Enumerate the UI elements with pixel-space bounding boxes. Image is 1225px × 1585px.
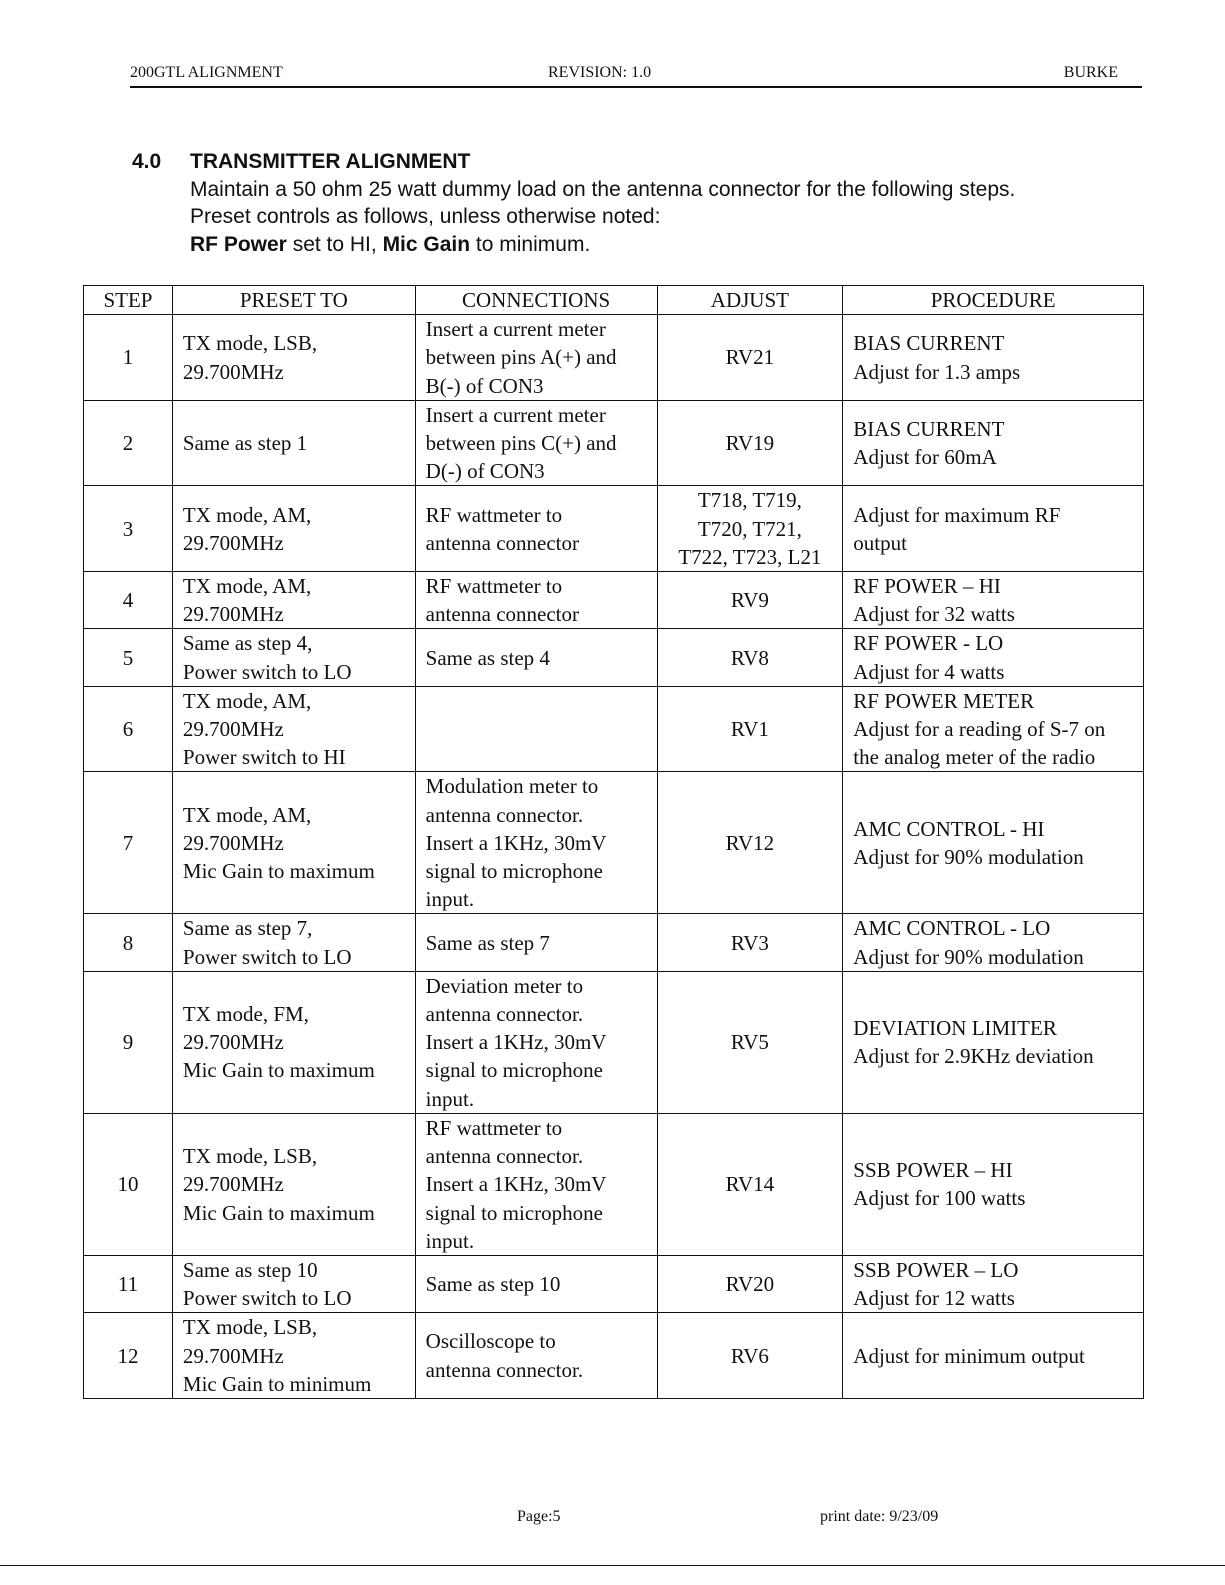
adjust-cell: RV21 <box>657 315 843 401</box>
adjust-cell: RV20 <box>657 1255 843 1312</box>
preset-cell: TX mode, AM, 29.700MHz Mic Gain to maximum <box>172 772 415 914</box>
header-doc-title: 200GTL ALIGNMENT <box>130 64 283 81</box>
adjust-cell: RV12 <box>657 772 843 914</box>
footer-print-date: print date: 9/23/09 <box>820 1508 939 1525</box>
connections-cell: Same as step 10 <box>415 1255 657 1312</box>
connections-cell: Same as step 4 <box>415 629 657 686</box>
procedure-cell: RF POWER - LO Adjust for 4 watts <box>843 629 1144 686</box>
header-procedure: PROCEDURE <box>843 286 1144 315</box>
preset-cell: TX mode, AM, 29.700MHz <box>172 572 415 629</box>
intro-line-3 <box>132 231 1015 259</box>
preset-cell: Same as step 1 <box>172 400 415 486</box>
alignment-table <box>83 285 1144 1399</box>
footer-rule <box>0 1565 1225 1566</box>
section-intro <box>132 148 1015 258</box>
table-row <box>84 772 1144 914</box>
header-connections: CONNECTIONS <box>415 286 657 315</box>
connections-cell: RF wattmeter to antenna connector <box>415 572 657 629</box>
header-preset: PRESET TO <box>172 286 415 315</box>
connections-cell: Oscilloscope to antenna connector. <box>415 1313 657 1399</box>
table-row <box>84 315 1144 401</box>
header-revision: REVISION: 1.0 <box>548 64 652 81</box>
header-step: STEP <box>84 286 173 315</box>
table-row <box>84 1255 1144 1312</box>
adjust-cell: T718, T719, T720, T721, T722, T723, L21 <box>657 486 843 572</box>
adjust-cell: RV5 <box>657 971 843 1113</box>
step-cell: 7 <box>84 772 173 914</box>
footer-page-number: Page:5 <box>517 1508 561 1525</box>
connections-cell: Same as step 7 <box>415 914 657 971</box>
step-cell: 11 <box>84 1255 173 1312</box>
preset-cell: TX mode, LSB, 29.700MHz Mic Gain to minimum <box>172 1313 415 1399</box>
page-header <box>130 62 1142 88</box>
preset-cell: TX mode, LSB, 29.700MHz <box>172 315 415 401</box>
preset-cell: TX mode, LSB, 29.700MHz Mic Gain to maximum <box>172 1113 415 1255</box>
table-row <box>84 400 1144 486</box>
header-author: BURKE <box>1063 64 1118 81</box>
preset-cell: TX mode, AM, 29.700MHz <box>172 486 415 572</box>
step-cell: 12 <box>84 1313 173 1399</box>
step-cell: 1 <box>84 315 173 401</box>
header-adjust: ADJUST <box>657 286 843 315</box>
rf-power-label: RF Power <box>190 232 287 256</box>
step-cell: 10 <box>84 1113 173 1255</box>
connections-cell: Insert a current meter between pins A(+) and B(-) of CON3 <box>415 315 657 401</box>
procedure-cell: RF POWER METER Adjust for a reading of S-7 on the analog meter of the radio <box>843 686 1144 772</box>
section-heading <box>132 148 1015 176</box>
connections-cell: Deviation meter to antenna connector. Insert a 1KHz, 30mV signal to microphone input. <box>415 971 657 1113</box>
procedure-cell: Adjust for maximum RF output <box>843 486 1144 572</box>
connections-cell: Insert a current meter between pins C(+) and D(-) of CON3 <box>415 400 657 486</box>
adjust-cell: RV1 <box>657 686 843 772</box>
preset-cell: Same as step 7, Power switch to LO <box>172 914 415 971</box>
rf-power-text: set to HI, <box>286 232 383 256</box>
procedure-cell: BIAS CURRENT Adjust for 60mA <box>843 400 1144 486</box>
connections-cell <box>415 686 657 772</box>
procedure-cell: SSB POWER – HI Adjust for 100 watts <box>843 1113 1144 1255</box>
step-cell: 4 <box>84 572 173 629</box>
adjust-cell: RV14 <box>657 1113 843 1255</box>
step-cell: 5 <box>84 629 173 686</box>
preset-cell: Same as step 10 Power switch to LO <box>172 1255 415 1312</box>
step-cell: 6 <box>84 686 173 772</box>
table-row <box>84 572 1144 629</box>
preset-cell: TX mode, FM, 29.700MHz Mic Gain to maximum <box>172 971 415 1113</box>
procedure-cell: DEVIATION LIMITER Adjust for 2.9KHz deviation <box>843 971 1144 1113</box>
table-row <box>84 1313 1144 1399</box>
table-row <box>84 686 1144 772</box>
intro-line-1: Maintain a 50 ohm 25 watt dummy load on the antenna connector for the following steps. <box>190 177 1016 201</box>
section-title: TRANSMITTER ALIGNMENT <box>190 150 471 173</box>
section-number: 4.0 <box>132 150 162 173</box>
adjust-cell: RV8 <box>657 629 843 686</box>
table-row <box>84 629 1144 686</box>
step-cell: 2 <box>84 400 173 486</box>
procedure-cell: BIAS CURRENT Adjust for 1.3 amps <box>843 315 1144 401</box>
step-cell: 8 <box>84 914 173 971</box>
connections-cell: RF wattmeter to antenna connector <box>415 486 657 572</box>
table-row <box>84 486 1144 572</box>
table-row <box>84 971 1144 1113</box>
procedure-cell: AMC CONTROL - HI Adjust for 90% modulation <box>843 772 1144 914</box>
step-cell: 9 <box>84 971 173 1113</box>
preset-cell: TX mode, AM, 29.700MHz Power switch to HI <box>172 686 415 772</box>
table-row <box>84 914 1144 971</box>
mic-gain-text: to minimum. <box>470 232 591 256</box>
table-header-row <box>84 286 1144 315</box>
procedure-cell: RF POWER – HI Adjust for 32 watts <box>843 572 1144 629</box>
adjust-cell: RV6 <box>657 1313 843 1399</box>
adjust-cell: RV19 <box>657 400 843 486</box>
procedure-cell: Adjust for minimum output <box>843 1313 1144 1399</box>
connections-cell: RF wattmeter to antenna connector. Insert a 1KHz, 30mV signal to microphone input. <box>415 1113 657 1255</box>
preset-cell: Same as step 4, Power switch to LO <box>172 629 415 686</box>
connections-cell: Modulation meter to antenna connector. Insert a 1KHz, 30mV signal to microphone input. <box>415 772 657 914</box>
step-cell: 3 <box>84 486 173 572</box>
table-row <box>84 1113 1144 1255</box>
procedure-cell: AMC CONTROL - LO Adjust for 90% modulation <box>843 914 1144 971</box>
mic-gain-label: Mic Gain <box>382 232 471 256</box>
adjust-cell: RV9 <box>657 572 843 629</box>
procedure-cell: SSB POWER – LO Adjust for 12 watts <box>843 1255 1144 1312</box>
adjust-cell: RV3 <box>657 914 843 971</box>
intro-line-2: Preset controls as follows, unless otherwise noted: <box>190 205 661 228</box>
